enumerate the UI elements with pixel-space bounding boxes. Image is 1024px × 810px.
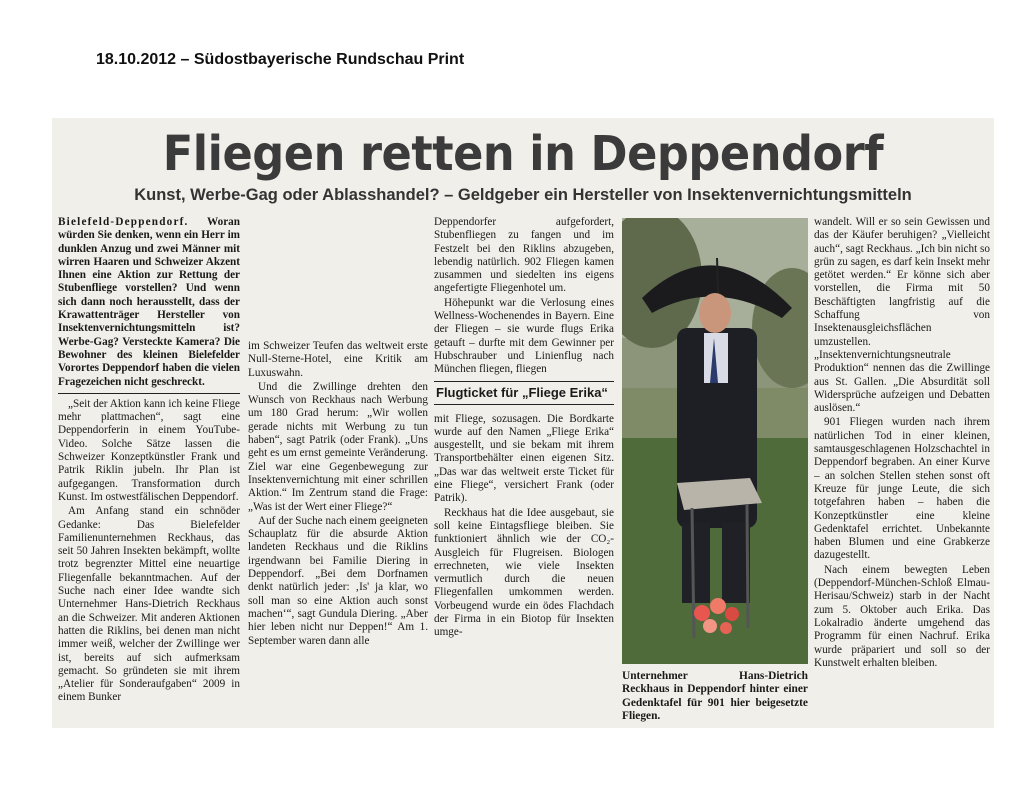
column-2 <box>248 340 428 726</box>
photo-illustration <box>622 218 808 664</box>
body-paragraph: Deppendorfer aufgefordert, Stubenfliegen zu fangen und im Festzelt bei den Riklins abzugeben, lebendig natürlich. 902 Fliegen kamen zusammen und siedelten ins eigens angefertigte Fliegenhotel um. <box>434 216 614 295</box>
body-paragraph: Auf der Suche nach einem geeigneten Schauplatz für die absurde Aktion landeten Reckhaus und die Riklins irgendwann bei Familie Diering in Deppendorf. „Bei dem Dorfnamen denkt natürlich jeder: ‚Is' ja klar, wo soll man so eine Aktion auch sonst machen‘“, sagt Gundula Diering. „Aber hier leben nicht nur Deppen!“ Am 1. September waren dann alle <box>248 514 428 647</box>
lead-paragraph <box>58 216 240 389</box>
source-line: 18.10.2012 – Südostbayerische Rundschau Print <box>96 51 465 68</box>
article-subheadline: Kunst, Werbe-Gag oder Ablasshandel? – Geldgeber ein Hersteller von Insektenvernichtungsmitteln <box>134 186 912 204</box>
body-paragraph: mit Fliege, sozusagen. Die Bordkarte wurde auf den Namen „Fliege Erika“ ausgestellt, und sie bekam mit ihrem Transportbehälter einen eigenen Sitz. „Das war das weltweit erste Ticket für eine Fliege“, versichert Frank (oder Patrik). <box>434 412 614 505</box>
photo-caption: Unternehmer Hans-Dietrich Reckhaus in Deppendorf hinter einer Gedenktafel für 901 hier beigesetzte Fliegen. <box>622 670 808 723</box>
body-paragraph: „Seit der Aktion kann ich keine Fliege mehr plattmachen“, sagt eine Deppendorferin in einem YouTube-Video. Solche Sätze lassen die Schweizer Konzeptkünstler Frank und Patrik Riklin jubeln. Ihr Plan ist aufgegangen. Transformation durch Kunst. Im ostwestfälischen Deppendorf. <box>58 397 240 503</box>
body-paragraph: 901 Fliegen wurden nach ihrem natürlichen Tod in einer kleinen, samtausgeschlagenen Holzschachtel in Deppendorf begraben. An einer Kurve – an solchen Stellen stehen sonst oft Kreuze für junge Leute, die sich totgefahren haben – haben die Konzeptkünstler eine kleine Gedenktafel errichtet. Unbekannte haben Blumen und eine Grabkerze dazugestellt. <box>814 416 990 562</box>
body-paragraph: Am Anfang stand ein schnöder Gedanke: Das Bielefelder Familienunternehmen Reckhaus, das seit 50 Jahren Insekten bekämpft, wollte trotz begrenzter Mittel eine neuartige Fliegenfalle bekanntmachen. Auf der Suche nach einer Idee wandte sich Unternehmer Hans-Dietrich Reckhaus an die Schweizer. Mit anderen Aktionen hatten die Riklins, bei denen man nicht immer weiß, welcher der Zwillinge wer ist, bereits auf sich aufmerksam gemacht. So gründeten sie mit ihrem „Atelier für Sonderaufgaben“ 2009 in einem Bunker <box>58 505 240 704</box>
lead-text: Woran würden Sie denken, wenn ein Herr im dunklen Anzug und zwei Männer mit wirren Haaren und Schweizer Akzent Ihnen eine Aktion zur Rettung der Stubenfliege vorstellen? Und wenn sich dann noch herausstellt, dass der Krawattenträger Hersteller von Insektenvernichtungsmitteln ist? Werbe-Gag? Versteckte Kamera? Die Bewohner des kleinen Bielefelder Vorortes Deppendorf haben die vielen Fragezeichen nicht geschreckt. <box>58 216 240 388</box>
dateline: Bielefeld-Deppendorf. <box>58 216 189 228</box>
box-subheadline: Flugticket für „Fliege Erika“ <box>434 381 614 405</box>
body-paragraph: Nach einem bewegten Leben (Deppendorf-München-Schloß Elmau-Herisau/Schweiz) starb in der Nacht zum 5. Oktober auch Erika. Das Lokalradio änderte umgehend das Programm für einen Nachruf. Erika wurde präpariert und soll so der Kunstwelt erhalten bleiben. <box>814 563 990 669</box>
body-paragraph: Reckhaus hat die Idee ausgebaut, sie soll keine Eintagsfliege bleiben. Sie funktioniert ähnlich wie der CO₂-Ausgleich für Flugreisen. Biologen errechneten, wie viele Insekten vermutlich durch die neuen Fliegenfallen umkommen werden. Vorbeugend wurde ein ödes Flachdach der Firma in ein Biotop für Insekten umge- <box>434 506 614 639</box>
body-paragraph: wandelt. Will er so sein Gewissen und das der Käufer beruhigen? „Vielleicht auch“, sagt Reckhaus. „Ich bin nicht so grün zu sagen, es darf kein Insekt mehr getötet werden.“ Er könne sich aber vorstellen, die Firma mit 50 Beschäftigten langfristig auf die Schaffung von Insektenausgleichsflächen umzustellen. „Insektenvernichtungsneutrale Produktion“ nennen das die Zwillinge aus St. Gallen. „Die Absurdität soll Widersprüche aufzeigen und Debatten auslösen.“ <box>814 216 990 415</box>
newspaper-clipping <box>52 118 994 728</box>
body-paragraph: Und die Zwillinge drehten den Wunsch von Reckhaus nach Werbung um 180 Grad herum: „Wir wollen gerade nichts mit Werbung zu tun haben“, sagt Patrik (oder Frank). „Uns geht es um ernst gemeinte Veränderung. Ziel war eine Gegenbewegung zur Insektenvernichtung mit einer schrillen Aktion.“ Im Zentrum stand die Frage: „Was ist der Wert einer Fliege?“ <box>248 380 428 513</box>
lead-divider <box>58 393 240 394</box>
body-paragraph: Höhepunkt war die Verlosung eines Wellness-Wochenendes in Bayern. Eine der Fliegen – sie wurde flugs Erika getauft – durfte mit dem Gewinner per Hubschrauber und Linienflug nach München fliegen, fliegen <box>434 296 614 376</box>
article-headline: Fliegen retten in Deppendorf <box>162 126 884 182</box>
article-photo <box>622 218 808 664</box>
column-5 <box>814 216 990 726</box>
body-paragraph: im Schweizer Teufen das weltweit erste Null-Sterne-Hotel, eine Kritik am Luxuswahn. <box>248 340 428 379</box>
column-3 <box>434 216 614 726</box>
column-1 <box>58 216 240 726</box>
